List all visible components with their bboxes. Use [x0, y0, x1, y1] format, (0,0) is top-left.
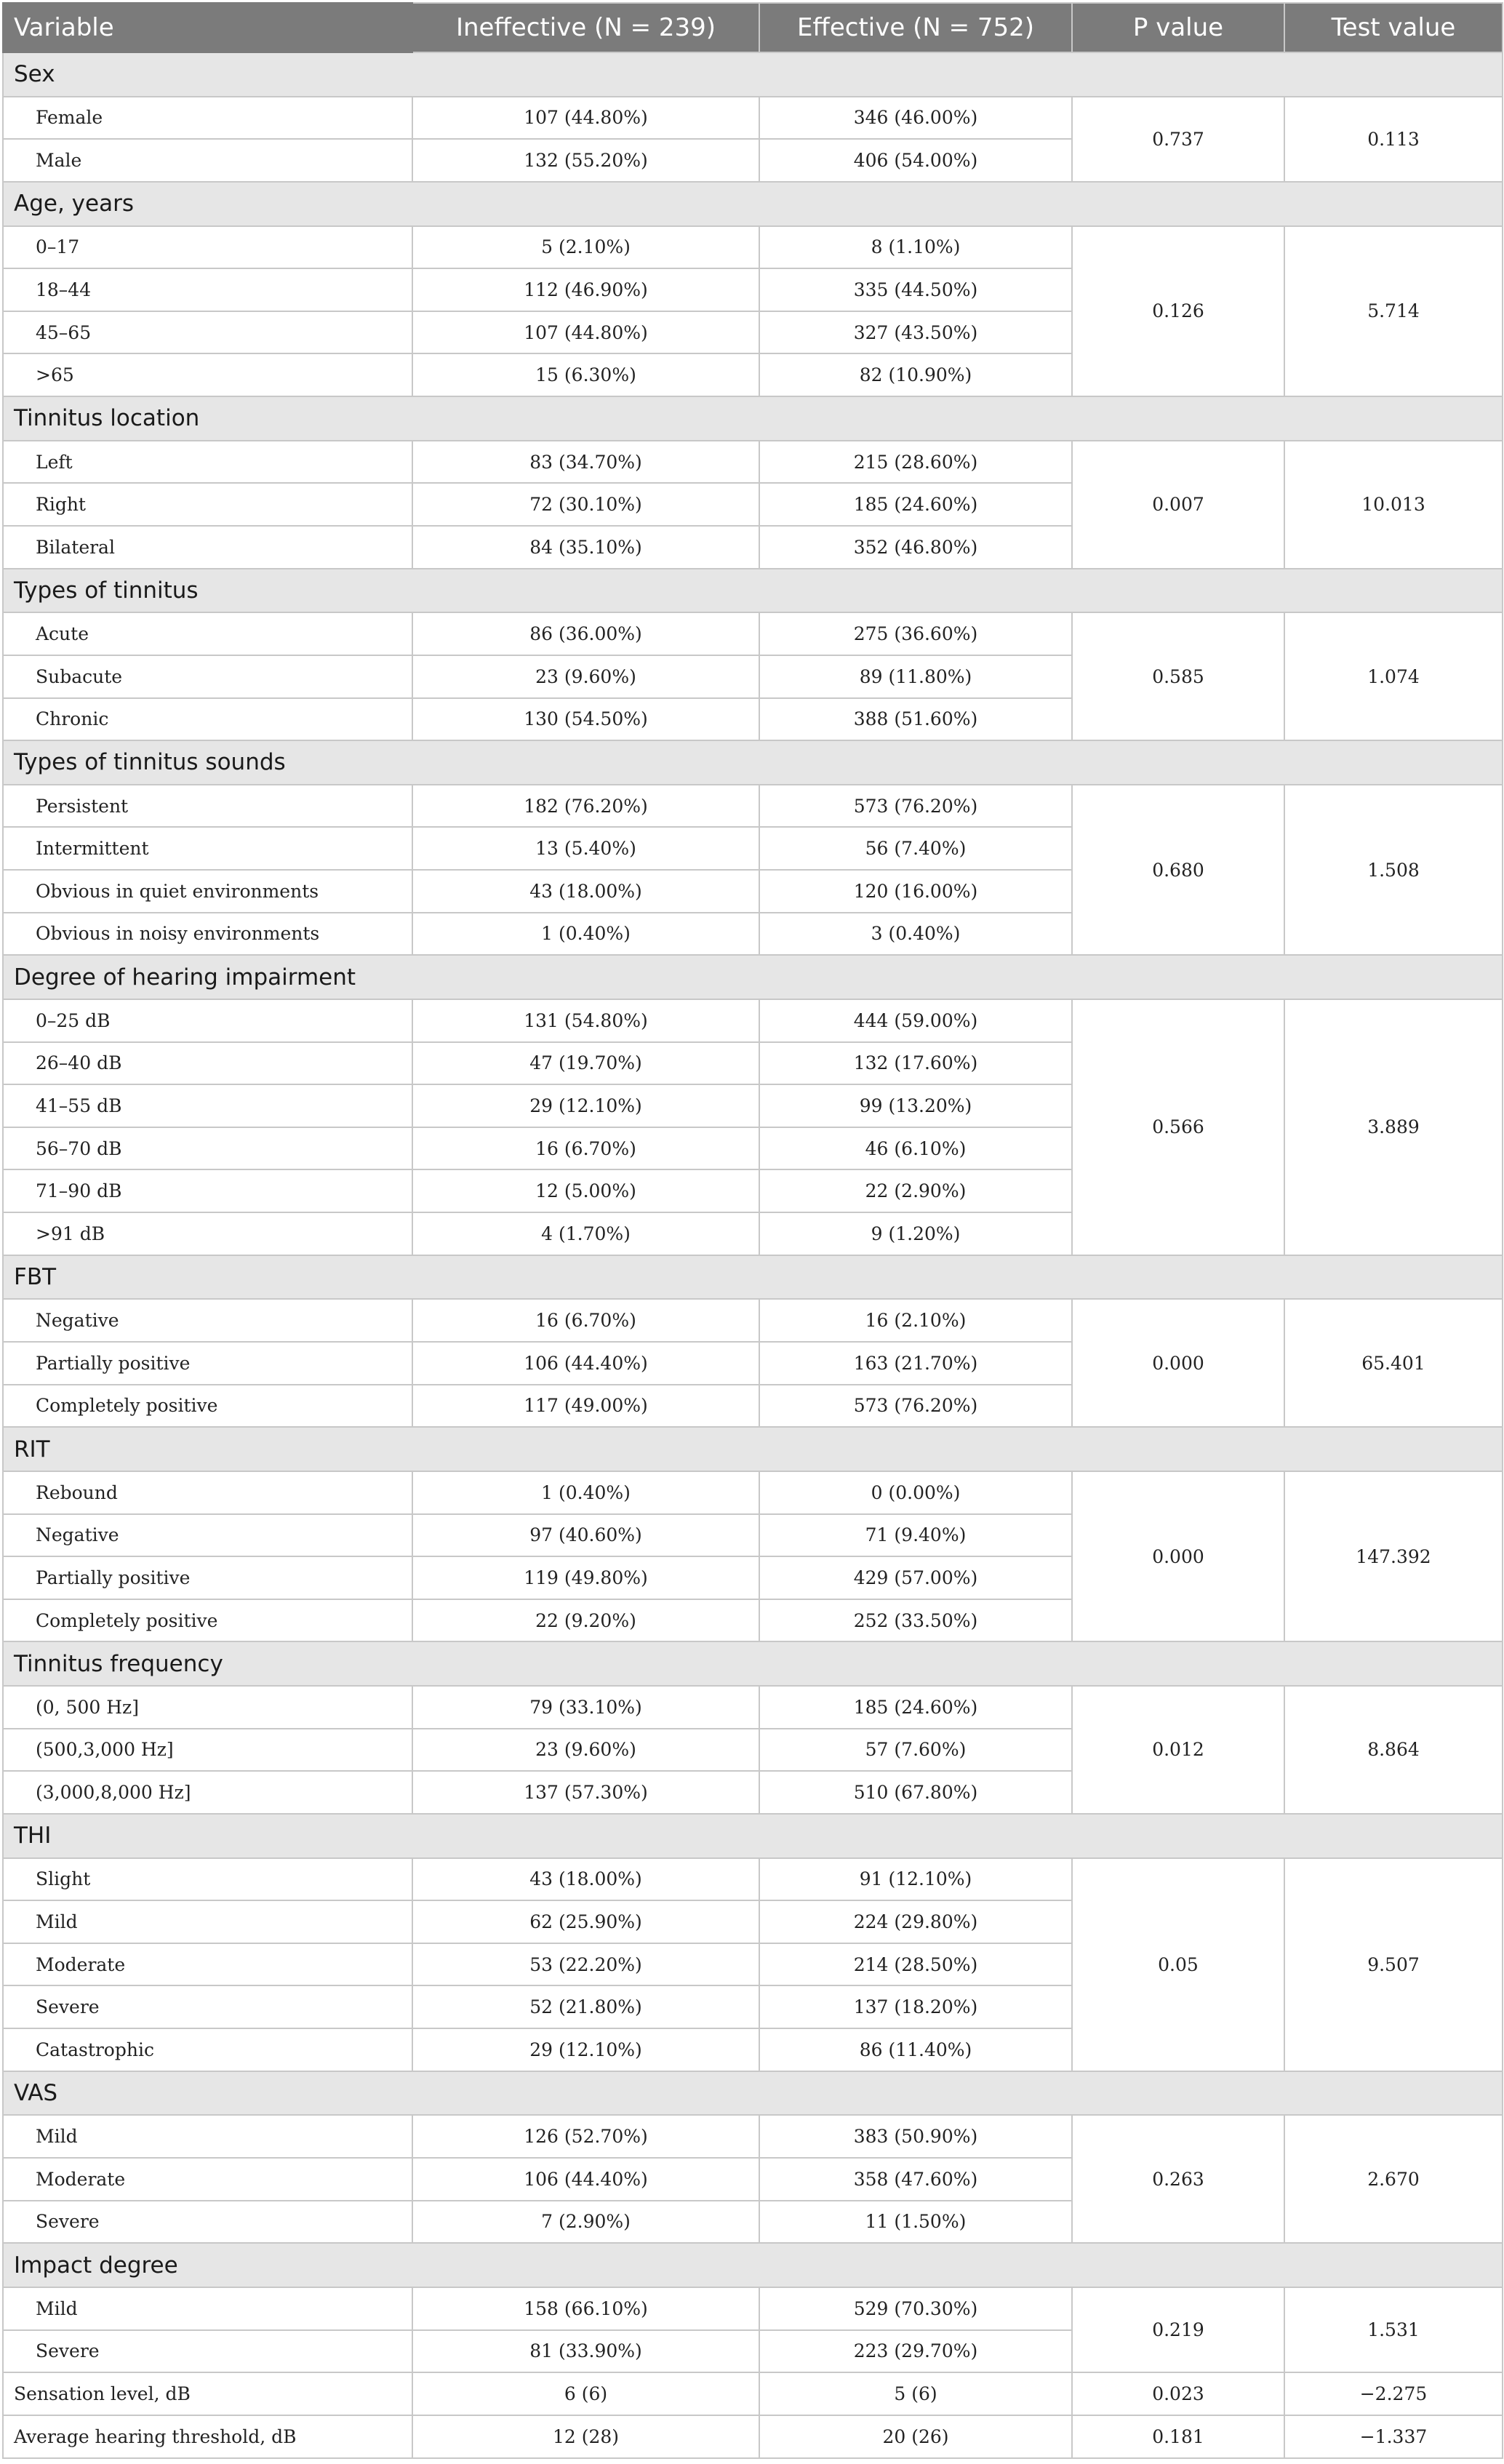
section-header-row	[3, 2243, 1503, 2287]
test-value-cell: 0.113	[1284, 97, 1503, 182]
test-value-cell: 1.508	[1284, 785, 1503, 956]
table-row	[3, 1686, 1503, 1729]
section-title: Sex	[3, 52, 1503, 97]
effective-cell: 224 (29.80%)	[759, 1900, 1072, 1943]
row-label: 0–25 dB	[3, 999, 412, 1042]
effective-cell: 573 (76.20%)	[759, 785, 1072, 828]
ineffective-cell: 83 (34.70%)	[412, 441, 759, 484]
ineffective-cell: 7 (2.90%)	[412, 2201, 759, 2244]
row-label: Severe	[3, 2201, 412, 2244]
effective-cell: 22 (2.90%)	[759, 1169, 1072, 1212]
ineffective-cell: 137 (57.30%)	[412, 1771, 759, 1814]
row-label: Chronic	[3, 698, 412, 741]
row-label: (500,3,000 Hz]	[3, 1729, 412, 1772]
p-value-cell: 0.023	[1072, 2372, 1284, 2415]
header-ineffective: Ineffective (N = 239)	[412, 3, 759, 52]
effective-cell: 346 (46.00%)	[759, 97, 1072, 140]
ineffective-cell: 126 (52.70%)	[412, 2115, 759, 2158]
row-label: 45–65	[3, 311, 412, 354]
test-value-cell: 65.401	[1284, 1299, 1503, 1427]
ineffective-cell: 81 (33.90%)	[412, 2330, 759, 2373]
effective-cell: 132 (17.60%)	[759, 1042, 1072, 1085]
table-body	[3, 52, 1503, 2458]
table-row	[3, 2115, 1503, 2158]
effective-cell: 214 (28.50%)	[759, 1943, 1072, 1986]
effective-cell: 223 (29.70%)	[759, 2330, 1072, 2373]
table-row	[3, 1858, 1503, 1901]
row-label: Subacute	[3, 655, 412, 698]
ineffective-cell: 5 (2.10%)	[412, 226, 759, 269]
ineffective-cell: 15 (6.30%)	[412, 353, 759, 396]
effective-cell: 573 (76.20%)	[759, 1385, 1072, 1428]
test-value-cell: −2.275	[1284, 2372, 1503, 2415]
ineffective-cell: 97 (40.60%)	[412, 1514, 759, 1557]
section-title: Degree of hearing impairment	[3, 955, 1503, 999]
effective-cell: 327 (43.50%)	[759, 311, 1072, 354]
p-value-cell: 0.000	[1072, 1471, 1284, 1642]
header-row	[3, 3, 1503, 52]
ineffective-cell: 52 (21.80%)	[412, 1985, 759, 2028]
ineffective-cell: 117 (49.00%)	[412, 1385, 759, 1428]
row-label: Moderate	[3, 2158, 412, 2201]
row-label: Male	[3, 139, 412, 182]
effective-cell: 89 (11.80%)	[759, 655, 1072, 698]
ineffective-cell: 29 (12.10%)	[412, 2028, 759, 2071]
test-value-cell: 1.531	[1284, 2287, 1503, 2372]
effective-cell: 16 (2.10%)	[759, 1299, 1072, 1342]
row-label: Slight	[3, 1858, 412, 1901]
row-label: Mild	[3, 2115, 412, 2158]
effective-cell: 429 (57.00%)	[759, 1556, 1072, 1599]
effective-cell: 46 (6.10%)	[759, 1127, 1072, 1170]
test-value-cell: 2.670	[1284, 2115, 1503, 2243]
section-header-row	[3, 1641, 1503, 1686]
row-label: Partially positive	[3, 1342, 412, 1385]
ineffective-cell: 43 (18.00%)	[412, 1858, 759, 1901]
ineffective-cell: 79 (33.10%)	[412, 1686, 759, 1729]
row-label: Sensation level, dB	[3, 2372, 412, 2415]
p-value-cell: 0.012	[1072, 1686, 1284, 1814]
section-header-row	[3, 955, 1503, 999]
table-row	[3, 999, 1503, 1042]
effective-cell: 510 (67.80%)	[759, 1771, 1072, 1814]
section-header-row	[3, 1255, 1503, 1300]
ineffective-cell: 182 (76.20%)	[412, 785, 759, 828]
table-row	[3, 2415, 1503, 2458]
ineffective-cell: 22 (9.20%)	[412, 1599, 759, 1642]
ineffective-cell: 16 (6.70%)	[412, 1127, 759, 1170]
effective-cell: 352 (46.80%)	[759, 526, 1072, 569]
table-row	[3, 226, 1503, 269]
row-label: Mild	[3, 1900, 412, 1943]
ineffective-cell: 1 (0.40%)	[412, 913, 759, 956]
row-label: Mild	[3, 2287, 412, 2330]
effective-cell: 5 (6)	[759, 2372, 1072, 2415]
header-p-value: P value	[1072, 3, 1284, 52]
test-value-cell: 5.714	[1284, 226, 1503, 397]
test-value-cell: 1.074	[1284, 612, 1503, 740]
row-label: >65	[3, 353, 412, 396]
effective-cell: 20 (26)	[759, 2415, 1072, 2458]
p-value-cell: 0.181	[1072, 2415, 1284, 2458]
ineffective-cell: 86 (36.00%)	[412, 612, 759, 655]
table-row	[3, 785, 1503, 828]
ineffective-cell: 107 (44.80%)	[412, 97, 759, 140]
table-row	[3, 2287, 1503, 2330]
ineffective-cell: 72 (30.10%)	[412, 483, 759, 526]
effective-cell: 71 (9.40%)	[759, 1514, 1072, 1557]
section-title: Tinnitus location	[3, 396, 1503, 441]
section-header-row	[3, 52, 1503, 97]
table-row	[3, 1471, 1503, 1514]
row-label: (0, 500 Hz]	[3, 1686, 412, 1729]
row-label: Negative	[3, 1299, 412, 1342]
effective-cell: 86 (11.40%)	[759, 2028, 1072, 2071]
header-effective: Effective (N = 752)	[759, 3, 1072, 52]
effective-cell: 529 (70.30%)	[759, 2287, 1072, 2330]
row-label: 71–90 dB	[3, 1169, 412, 1212]
ineffective-cell: 130 (54.50%)	[412, 698, 759, 741]
effective-cell: 11 (1.50%)	[759, 2201, 1072, 2244]
row-label: Obvious in quiet environments	[3, 870, 412, 913]
row-label: Acute	[3, 612, 412, 655]
ineffective-cell: 112 (46.90%)	[412, 268, 759, 311]
ineffective-cell: 1 (0.40%)	[412, 1471, 759, 1514]
row-label: Right	[3, 483, 412, 526]
row-label: 18–44	[3, 268, 412, 311]
section-title: Types of tinnitus	[3, 569, 1503, 613]
ineffective-cell: 12 (28)	[412, 2415, 759, 2458]
p-value-cell: 0.007	[1072, 441, 1284, 569]
test-value-cell: 10.013	[1284, 441, 1503, 569]
effective-cell: 0 (0.00%)	[759, 1471, 1072, 1514]
p-value-cell: 0.680	[1072, 785, 1284, 956]
table-row	[3, 1299, 1503, 1342]
row-label: Severe	[3, 2330, 412, 2373]
effective-cell: 99 (13.20%)	[759, 1084, 1072, 1127]
section-header-row	[3, 2071, 1503, 2116]
ineffective-cell: 84 (35.10%)	[412, 526, 759, 569]
effective-cell: 120 (16.00%)	[759, 870, 1072, 913]
effective-cell: 82 (10.90%)	[759, 353, 1072, 396]
data-table	[2, 2, 1503, 2459]
section-header-row	[3, 1814, 1503, 1858]
ineffective-cell: 131 (54.80%)	[412, 999, 759, 1042]
row-label: Negative	[3, 1514, 412, 1557]
section-header-row	[3, 569, 1503, 613]
p-value-cell: 0.219	[1072, 2287, 1284, 2372]
effective-cell: 444 (59.00%)	[759, 999, 1072, 1042]
effective-cell: 358 (47.60%)	[759, 2158, 1072, 2201]
row-label: 56–70 dB	[3, 1127, 412, 1170]
p-value-cell: 0.585	[1072, 612, 1284, 740]
ineffective-cell: 23 (9.60%)	[412, 1729, 759, 1772]
p-value-cell: 0.737	[1072, 97, 1284, 182]
section-title: VAS	[3, 2071, 1503, 2116]
ineffective-cell: 119 (49.80%)	[412, 1556, 759, 1599]
section-title: Types of tinnitus sounds	[3, 740, 1503, 785]
ineffective-cell: 62 (25.90%)	[412, 1900, 759, 1943]
section-title: Age, years	[3, 182, 1503, 226]
effective-cell: 3 (0.40%)	[759, 913, 1072, 956]
section-title: FBT	[3, 1255, 1503, 1300]
p-value-cell: 0.05	[1072, 1858, 1284, 2071]
ineffective-cell: 53 (22.20%)	[412, 1943, 759, 1986]
test-value-cell: 3.889	[1284, 999, 1503, 1255]
row-label: 41–55 dB	[3, 1084, 412, 1127]
ineffective-cell: 16 (6.70%)	[412, 1299, 759, 1342]
row-label: Obvious in noisy environments	[3, 913, 412, 956]
section-title: Impact degree	[3, 2243, 1503, 2287]
effective-cell: 56 (7.40%)	[759, 827, 1072, 870]
table-row	[3, 2372, 1503, 2415]
p-value-cell: 0.000	[1072, 1299, 1284, 1427]
row-label: Persistent	[3, 785, 412, 828]
effective-cell: 8 (1.10%)	[759, 226, 1072, 269]
ineffective-cell: 12 (5.00%)	[412, 1169, 759, 1212]
effective-cell: 185 (24.60%)	[759, 1686, 1072, 1729]
ineffective-cell: 106 (44.40%)	[412, 2158, 759, 2201]
table-row	[3, 612, 1503, 655]
section-header-row	[3, 1427, 1503, 1471]
row-label: >91 dB	[3, 1212, 412, 1255]
ineffective-cell: 43 (18.00%)	[412, 870, 759, 913]
row-label: Bilateral	[3, 526, 412, 569]
row-label: Intermittent	[3, 827, 412, 870]
row-label: Completely positive	[3, 1599, 412, 1642]
test-value-cell: 8.864	[1284, 1686, 1503, 1814]
effective-cell: 57 (7.60%)	[759, 1729, 1072, 1772]
row-label: (3,000,8,000 Hz]	[3, 1771, 412, 1814]
row-label: Average hearing threshold, dB	[3, 2415, 412, 2458]
ineffective-cell: 106 (44.40%)	[412, 1342, 759, 1385]
header-test-value: Test value	[1284, 3, 1503, 52]
ineffective-cell: 132 (55.20%)	[412, 139, 759, 182]
row-label: Left	[3, 441, 412, 484]
section-title: Tinnitus frequency	[3, 1641, 1503, 1686]
row-label: Moderate	[3, 1943, 412, 1986]
section-header-row	[3, 182, 1503, 226]
p-value-cell: 0.566	[1072, 999, 1284, 1255]
ineffective-cell: 107 (44.80%)	[412, 311, 759, 354]
ineffective-cell: 6 (6)	[412, 2372, 759, 2415]
effective-cell: 137 (18.20%)	[759, 1985, 1072, 2028]
test-value-cell: 147.392	[1284, 1471, 1503, 1642]
effective-cell: 185 (24.60%)	[759, 483, 1072, 526]
row-label: Partially positive	[3, 1556, 412, 1599]
section-title: THI	[3, 1814, 1503, 1858]
row-label: Female	[3, 97, 412, 140]
row-label: 26–40 dB	[3, 1042, 412, 1085]
effective-cell: 406 (54.00%)	[759, 139, 1072, 182]
p-value-cell: 0.263	[1072, 2115, 1284, 2243]
effective-cell: 383 (50.90%)	[759, 2115, 1072, 2158]
ineffective-cell: 4 (1.70%)	[412, 1212, 759, 1255]
effective-cell: 252 (33.50%)	[759, 1599, 1072, 1642]
table-row	[3, 97, 1503, 140]
row-label: 0–17	[3, 226, 412, 269]
ineffective-cell: 47 (19.70%)	[412, 1042, 759, 1085]
row-label: Rebound	[3, 1471, 412, 1514]
section-header-row	[3, 740, 1503, 785]
ineffective-cell: 23 (9.60%)	[412, 655, 759, 698]
effective-cell: 388 (51.60%)	[759, 698, 1072, 741]
section-title: RIT	[3, 1427, 1503, 1471]
ineffective-cell: 13 (5.40%)	[412, 827, 759, 870]
effective-cell: 9 (1.20%)	[759, 1212, 1072, 1255]
effective-cell: 215 (28.60%)	[759, 441, 1072, 484]
ineffective-cell: 29 (12.10%)	[412, 1084, 759, 1127]
effective-cell: 91 (12.10%)	[759, 1858, 1072, 1901]
section-header-row	[3, 396, 1503, 441]
header-variable: Variable	[3, 3, 412, 52]
effective-cell: 163 (21.70%)	[759, 1342, 1072, 1385]
row-label: Completely positive	[3, 1385, 412, 1428]
row-label: Severe	[3, 1985, 412, 2028]
table-row	[3, 441, 1503, 484]
test-value-cell: 9.507	[1284, 1858, 1503, 2071]
test-value-cell: −1.337	[1284, 2415, 1503, 2458]
effective-cell: 275 (36.60%)	[759, 612, 1072, 655]
p-value-cell: 0.126	[1072, 226, 1284, 397]
ineffective-cell: 158 (66.10%)	[412, 2287, 759, 2330]
effective-cell: 335 (44.50%)	[759, 268, 1072, 311]
row-label: Catastrophic	[3, 2028, 412, 2071]
